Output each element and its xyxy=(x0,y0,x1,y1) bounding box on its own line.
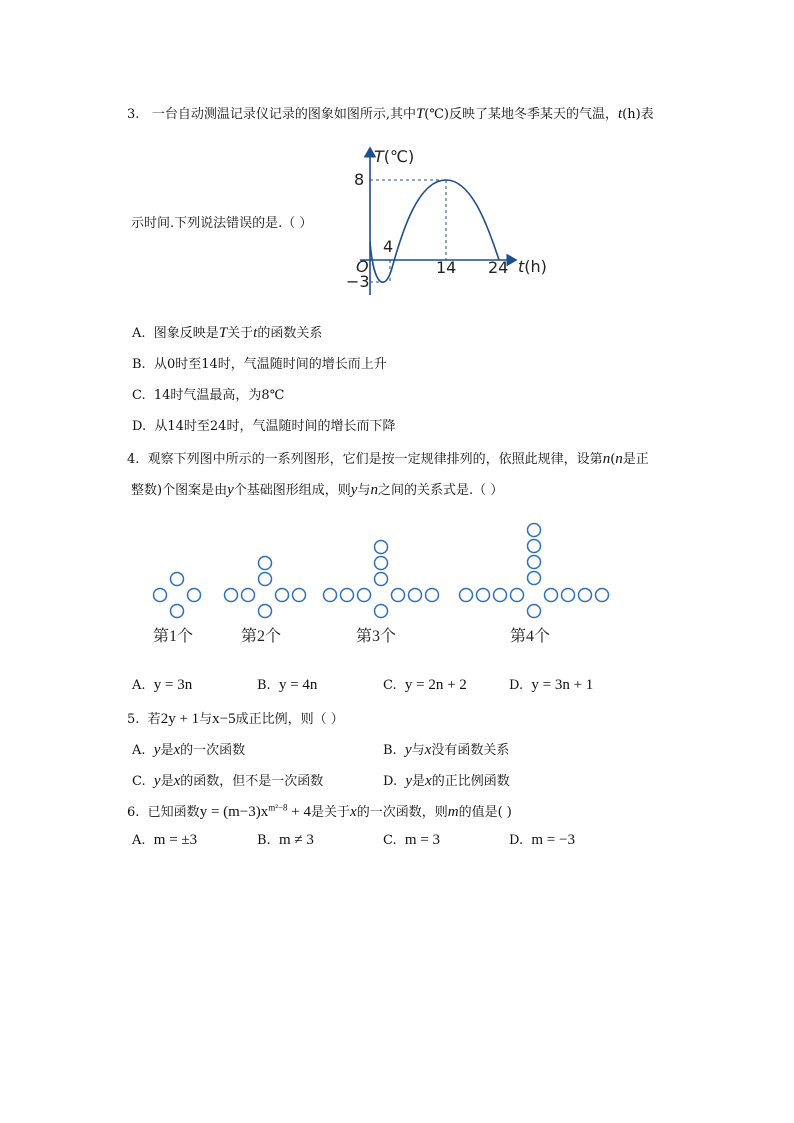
q6-option-c[interactable]: C. m = 3 xyxy=(383,832,441,848)
fig4-circle xyxy=(528,524,541,537)
x-tick-14: 14 xyxy=(436,258,457,277)
q3-temperature-graph xyxy=(340,140,560,300)
fig2-circle xyxy=(259,605,272,618)
fig4-circle xyxy=(511,589,524,602)
fig3-circle xyxy=(375,573,388,586)
q5-option-a[interactable]: A. y是x的一次函数 xyxy=(132,742,246,758)
y-axis-label: T(℃) xyxy=(374,147,415,166)
fig2-label: 第2个 xyxy=(241,628,282,645)
q5-option-d[interactable]: D. y是x的正比例函数 xyxy=(383,773,510,789)
fig4-circle xyxy=(494,589,507,602)
fig4-circle xyxy=(528,540,541,553)
q4-option-d[interactable]: D. y = 3n + 1 xyxy=(509,677,594,693)
x-tick-4: 4 xyxy=(383,237,394,256)
temperature-curve xyxy=(370,180,499,282)
q5-stem: 5. 若2y + 1与x−5成正比例，则（ ） xyxy=(127,711,344,727)
fig4-circle xyxy=(596,589,609,602)
fig3-circle xyxy=(375,605,388,618)
q3-option-b[interactable]: B. 从0时至14时，气温随时间的增长而上升 xyxy=(132,357,387,372)
fig3-circle xyxy=(324,589,337,602)
y-tick-8: 8 xyxy=(354,170,365,189)
q4-pattern-figures xyxy=(140,515,620,655)
fig1-circle xyxy=(171,605,184,618)
q6-number: 6. xyxy=(127,805,140,820)
fig1-circle xyxy=(171,573,184,586)
fig3-circle xyxy=(375,541,388,554)
fig1-label: 第1个 xyxy=(153,628,194,645)
q5-option-c[interactable]: C. y是x的函数，但不是一次函数 xyxy=(132,773,324,789)
fig3-circle xyxy=(358,589,371,602)
fig3-label: 第3个 xyxy=(356,628,397,645)
q4-option-c[interactable]: C. y = 2n + 2 xyxy=(383,677,467,693)
fig2-circle xyxy=(259,573,272,586)
fig3-circle xyxy=(392,589,405,602)
origin-label: O xyxy=(356,257,369,276)
fig3-circle xyxy=(375,557,388,570)
q3-stem-line2: 示时间.下列说法错误的是.（ ） xyxy=(131,216,313,231)
fig1-circle xyxy=(188,589,201,602)
fig4-label: 第4个 xyxy=(510,628,551,645)
q4-number: 4. xyxy=(127,452,140,467)
q4-stem-line2: 整数)个图案是由y个基础图形组成，则y与n之间的关系式是.（ ） xyxy=(131,482,504,498)
fig3-circle xyxy=(426,589,439,602)
fig4-circle xyxy=(579,589,592,602)
fig4-circle xyxy=(528,605,541,618)
fig4-circle xyxy=(477,589,490,602)
fig3-circle xyxy=(341,589,354,602)
y-tick-neg3: −3 xyxy=(346,272,370,291)
fig4-circle xyxy=(562,589,575,602)
x-tick-24: 24 xyxy=(488,258,509,277)
q5-option-b[interactable]: B. y与x没有函数关系 xyxy=(383,742,510,758)
fig2-circle xyxy=(259,557,272,570)
fig4-circle xyxy=(460,589,473,602)
q3-stem-line1: 3. 一台自动测温记录仪记录的图象如图所示,其中T(℃)反映了某地冬季某天的气温，t(h)表 xyxy=(127,106,654,122)
q3-option-d[interactable]: D. 从14时至24时，气温随时间的增长而下降 xyxy=(132,419,396,434)
q4-option-b[interactable]: B. y = 4n xyxy=(257,677,318,693)
q4-option-a[interactable]: A. y = 3n xyxy=(132,677,193,693)
q6-option-b[interactable]: B. m ≠ 3 xyxy=(257,832,314,848)
q3-option-a[interactable]: A. 图象反映是T关于t的函数关系 xyxy=(132,325,323,341)
fig2-circle xyxy=(293,589,306,602)
fig4-circle xyxy=(528,572,541,585)
q6-stem: 6. 已知函数$y = (m-3)x^{m^2-8} + 4$是关于x的一次函数，则m的值是( ) xyxy=(127,802,512,820)
q6-option-d[interactable]: D. m = −3 xyxy=(509,832,575,848)
fig3-circle xyxy=(409,589,422,602)
fig4-circle xyxy=(528,556,541,569)
q4-stem-line1: 4. 观察下列图中所示的一系列图形，它们是按一定规律排列的，依照此规律，设第n(n是正 xyxy=(127,451,649,467)
fig4-circle xyxy=(545,589,558,602)
q5-number: 5. xyxy=(127,712,140,727)
q3-number: 3. xyxy=(127,107,140,122)
fig2-circle xyxy=(242,589,255,602)
fig2-circle xyxy=(276,589,289,602)
x-axis-label: t(h) xyxy=(518,257,547,276)
q6-option-a[interactable]: A. m = ±3 xyxy=(132,832,198,848)
q3-option-c[interactable]: C. 14时气温最高，为8℃ xyxy=(132,388,285,403)
fig2-circle xyxy=(225,589,238,602)
fig1-circle xyxy=(154,589,167,602)
